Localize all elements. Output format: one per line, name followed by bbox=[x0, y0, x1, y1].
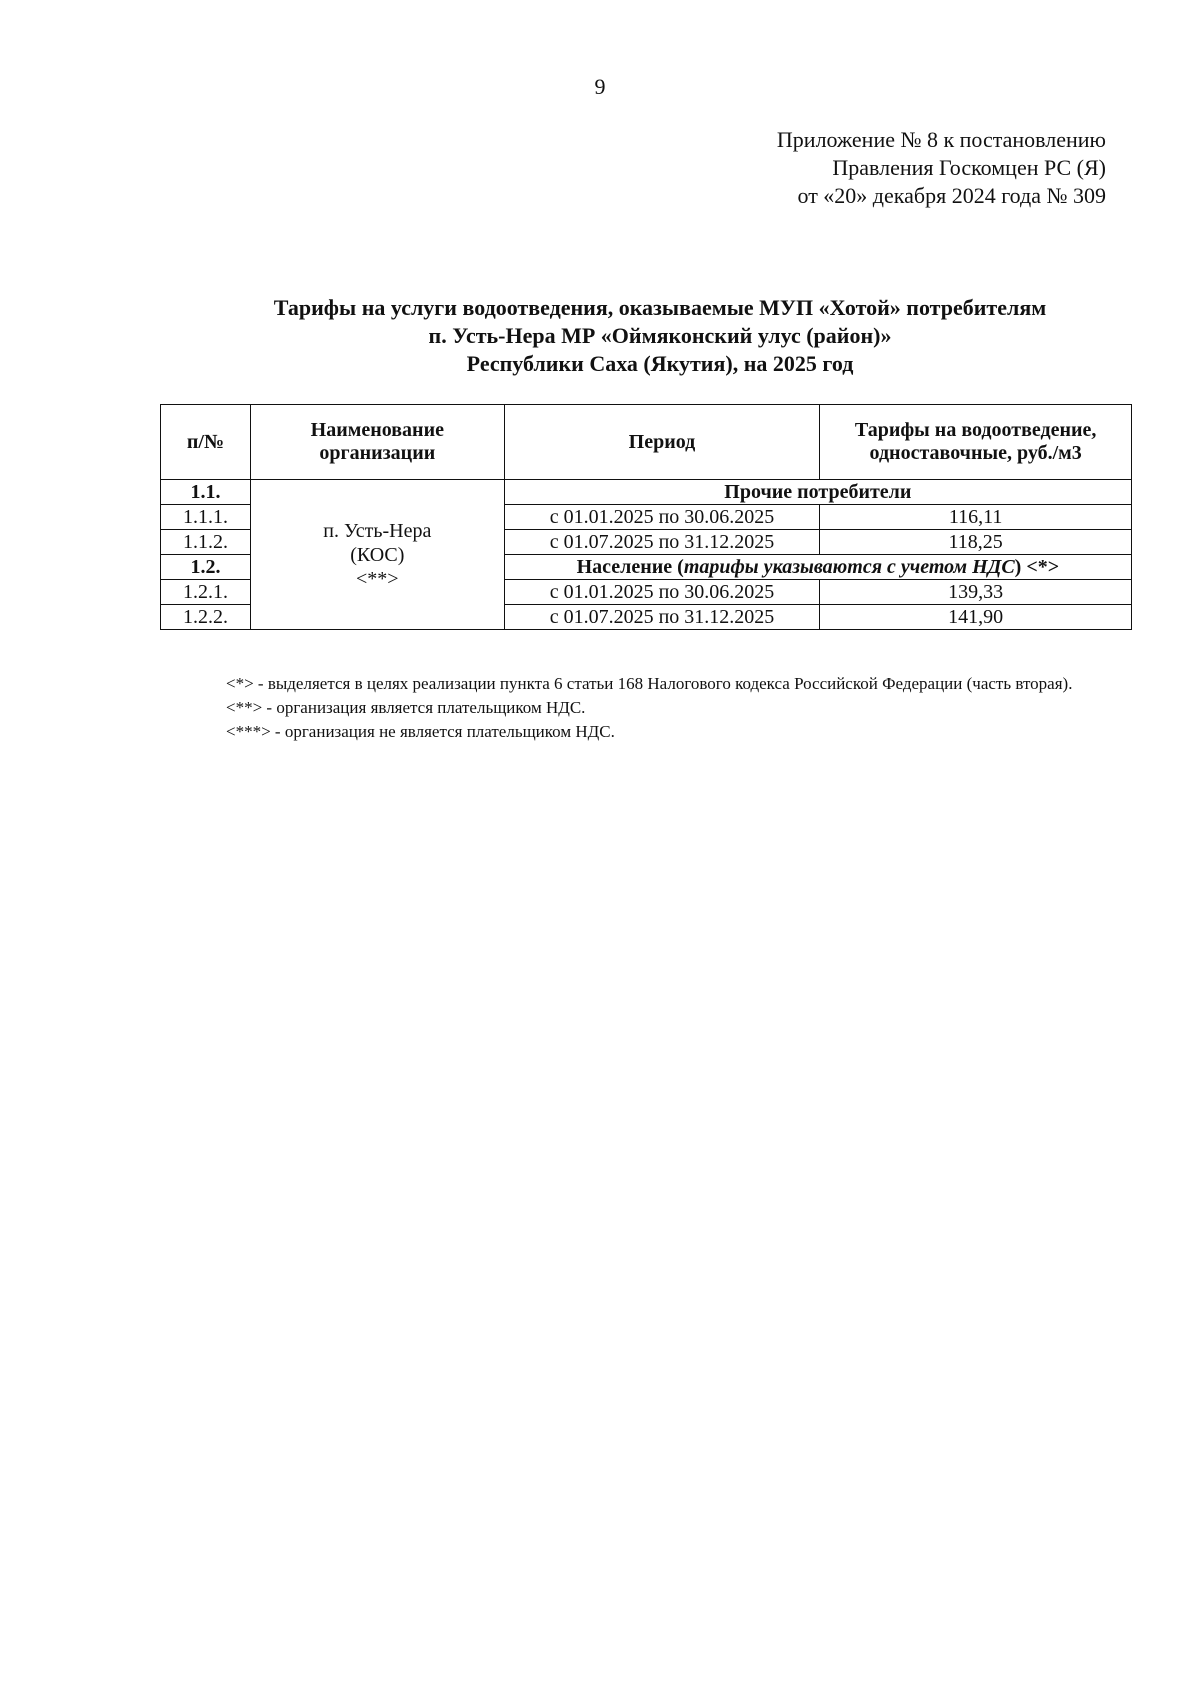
organization-line-3: <**> bbox=[356, 567, 399, 590]
row-num: 1.1.1. bbox=[161, 505, 251, 530]
row-period: с 01.01.2025 по 30.06.2025 bbox=[504, 580, 820, 605]
header-num: п/№ bbox=[161, 405, 251, 480]
header-period: Период bbox=[504, 405, 820, 480]
page-number: 9 bbox=[594, 74, 606, 99]
appendix-line-3: от «20» декабря 2024 года № 309 bbox=[797, 183, 1106, 208]
appendix-line-2: Правления Госкомцен РС (Я) bbox=[832, 155, 1106, 180]
footnote-2: <**> - организация является плательщиком НДС. bbox=[226, 698, 586, 717]
row-value: 139,33 bbox=[820, 580, 1132, 605]
group-num: 1.1. bbox=[161, 480, 251, 505]
row-num: 1.2.1. bbox=[161, 580, 251, 605]
row-num: 1.2.2. bbox=[161, 605, 251, 630]
group-label: Прочие потребители bbox=[504, 480, 1131, 505]
appendix-line-1: Приложение № 8 к постановлению bbox=[776, 127, 1106, 152]
organization-cell bbox=[250, 480, 504, 630]
appendix-reference bbox=[777, 126, 1106, 210]
title-line-2: п. Усть-Нера МР «Оймяконский улус (район)» bbox=[428, 323, 892, 348]
organization-line-2: (КОС) bbox=[350, 543, 405, 566]
organization-line-1: п. Усть-Нера bbox=[323, 519, 432, 542]
group-label bbox=[504, 555, 1131, 580]
document-title bbox=[160, 294, 1160, 378]
row-period: с 01.07.2025 по 31.12.2025 bbox=[504, 530, 820, 555]
tariff-table bbox=[160, 404, 1132, 630]
title-line-3: Республики Саха (Якутия), на 2025 год bbox=[466, 351, 854, 376]
row-value: 141,90 bbox=[820, 605, 1132, 630]
row-num: 1.1.2. bbox=[161, 530, 251, 555]
row-period: с 01.01.2025 по 30.06.2025 bbox=[504, 505, 820, 530]
group-num: 1.2. bbox=[161, 555, 251, 580]
row-period: с 01.07.2025 по 31.12.2025 bbox=[504, 605, 820, 630]
group-row-other-consumers bbox=[161, 480, 1132, 505]
group-label-end: ) <*> bbox=[1014, 556, 1060, 578]
row-value: 118,25 bbox=[820, 530, 1132, 555]
header-tariff: Тарифы на водоотведение, одноставочные, руб./м3 bbox=[820, 405, 1132, 480]
row-value: 116,11 bbox=[820, 505, 1132, 530]
footnote-1: <*> - выделяется в целях реализации пункта 6 статьи 168 Налогового кодекса Российской Федерации (часть вторая). bbox=[226, 674, 1073, 693]
footnotes bbox=[172, 672, 1116, 744]
title-line-1: Тарифы на услуги водоотведения, оказываемые МУП «Хотой» потребителям bbox=[273, 295, 1047, 320]
footnote-3: <***> - организация не является плательщиком НДС. bbox=[226, 722, 615, 741]
header-org: Наименование организации bbox=[250, 405, 504, 480]
table-header-row bbox=[161, 405, 1132, 480]
group-label-italic: тарифы указываются с учетом НДС bbox=[683, 556, 1015, 578]
group-label-start: Население ( bbox=[576, 556, 684, 578]
